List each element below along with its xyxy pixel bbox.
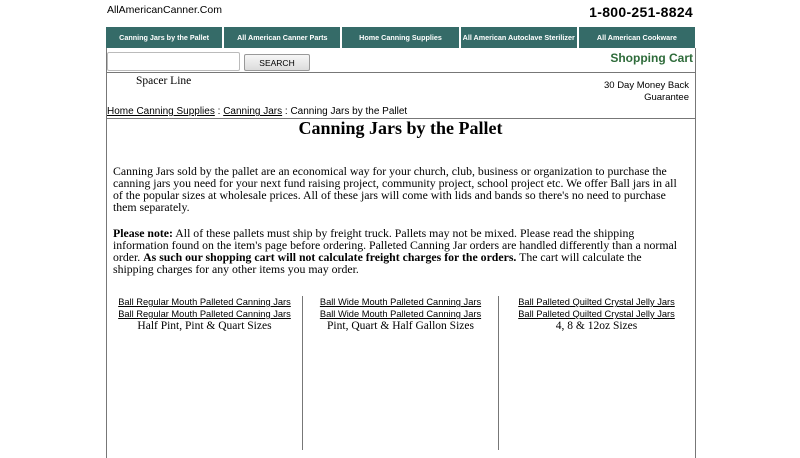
spacer-line-text: Spacer Line <box>136 75 192 87</box>
divider <box>106 72 695 73</box>
money-back-guarantee: 30 Day Money Back Guarantee <box>603 80 689 103</box>
breadcrumb-separator: : <box>284 106 288 117</box>
nav-item-home-canning-supplies[interactable]: Home Canning Supplies <box>342 27 458 48</box>
product-sizes: Pint, Quart & Half Gallon Sizes <box>327 320 474 332</box>
product-sizes: 4, 8 & 12oz Sizes <box>555 320 638 332</box>
page-title: Canning Jars by the Pallet <box>298 118 503 138</box>
product-link[interactable]: Ball Palleted Quilted Crystal Jelly Jars <box>518 297 675 307</box>
search-input[interactable] <box>107 52 240 71</box>
search-button[interactable]: SEARCH <box>244 54 310 71</box>
product-card-wide-mouth <box>303 296 499 450</box>
product-link[interactable]: Ball Wide Mouth Palleted Canning Jars <box>319 297 482 307</box>
breadcrumb-link-canning-jars[interactable]: Canning Jars <box>223 106 283 117</box>
product-grid <box>107 296 694 450</box>
product-card-jelly-jars <box>499 296 694 450</box>
note-text: All of these pallets must ship by freight truck. Pallets may not be mixed. Please read the shipping information found on the item's page before ordering. Palleted Canning Jar orders are handled differently than a normal order. <box>113 226 678 264</box>
product-link[interactable]: Ball Regular Mouth Palleted Canning Jars <box>118 297 291 307</box>
breadcrumb-separator: : <box>217 106 221 117</box>
site-name[interactable]: AllAmericanCanner.Com <box>107 4 222 16</box>
nav-item-canner-parts[interactable]: All American Canner Parts <box>224 27 340 48</box>
shipping-note <box>113 227 683 275</box>
phone-number: 1-800-251-8824 <box>589 4 693 20</box>
note-text-continued: The cart will calculate the shipping charges for any other items you may order. <box>113 250 642 276</box>
product-sizes: Half Pint, Pint & Quart Sizes <box>137 320 272 332</box>
shopping-cart-link[interactable]: Shopping Cart <box>610 51 693 65</box>
nav-item-cookware[interactable]: All American Cookware <box>579 27 695 48</box>
product-link[interactable]: Ball Wide Mouth Palleted Canning Jars <box>319 309 482 319</box>
nav-item-autoclave-sterilizer[interactable]: All American Autoclave Sterilizer <box>461 27 577 48</box>
breadcrumb <box>107 106 407 117</box>
main-nav <box>106 27 695 48</box>
product-link[interactable]: Ball Regular Mouth Palleted Canning Jars <box>118 309 291 319</box>
breadcrumb-link-home-canning-supplies[interactable]: Home Canning Supplies <box>107 106 215 117</box>
product-link[interactable]: Ball Palleted Quilted Crystal Jelly Jars <box>518 309 675 319</box>
note-bold-text: As such our shopping cart will not calculate freight charges for the orders. <box>143 250 517 264</box>
note-label: Please note: <box>113 226 173 240</box>
breadcrumb-current: Canning Jars by the Pallet <box>290 106 408 117</box>
nav-item-canning-jars-pallet[interactable]: Canning Jars by the Pallet <box>106 27 222 48</box>
product-card-regular-mouth <box>107 296 303 450</box>
intro-paragraph: Canning Jars sold by the pallet are an economical way for your church, club, business or organization to purchase the canning jars you need for your next fund raising project, community project, school project etc. We offer Ball jars in all of the popular sizes at wholesale prices. All of these jars will come with lids and bands so there's no need to purchase them separately. <box>113 164 677 214</box>
